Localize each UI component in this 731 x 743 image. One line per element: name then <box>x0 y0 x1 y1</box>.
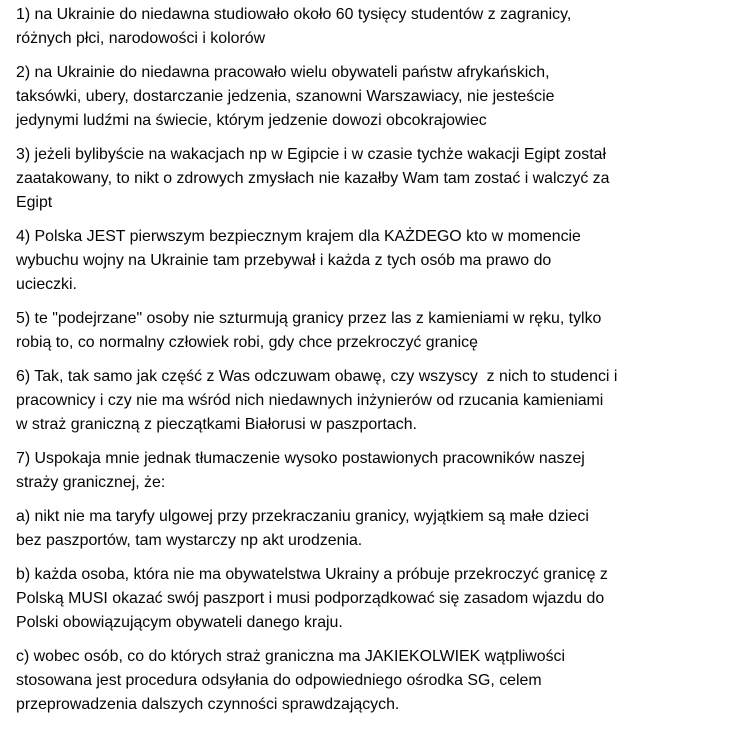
post-paragraph-7: 7) Uspokaja mnie jednak tłumaczenie wysoko postawionych pracowników naszej straży granicznej, że: <box>16 450 585 491</box>
post-paragraph-2: 2) na Ukrainie do niedawna pracowało wielu obywateli państw afrykańskich, taksówki, ubery, dostarczanie jedzenia, szanowni Warszawiacy, nie jesteście jedynymi ludźmi na świecie, którym jedzenie dowozi obcokrajowiec <box>16 64 555 129</box>
post-paragraph-1: 1) na Ukrainie do niedawna studiowało około 60 tysięcy studentów z zagranicy, różnych płci, narodowości i kolorów <box>16 6 572 47</box>
post-paragraph-5: 5) te "podejrzane" osoby nie szturmują granicy przez las z kamieniami w ręku, tylko robią to, co normalny człowiek robi, gdy chce przekroczyć granicę <box>16 310 602 351</box>
post-paragraph-3: 3) jeżeli bylibyście na wakacjach np w Egipcie i w czasie tychże wakacji Egipt został zaatakowany, to nikt o zdrowych zmysłach nie kazałby Wam tam zostać i walczyć za Egipt <box>16 146 610 211</box>
post-paragraph-c: c) wobec osób, co do których straż graniczna ma JAKIEKOLWIEK wątpliwości stosowana jest procedura odsyłania do odpowiedniego ośrodka SG, celem przeprowadzenia dalszych czynności sprawdzających. <box>16 648 566 713</box>
post-body <box>16 3 720 727</box>
post-paragraph-6: 6) Tak, tak samo jak część z Was odczuwam obawę, czy wszyscy z nich to studenci i pracownicy i czy nie ma wśród nich niedawnych inżynierów od rzucania kamieniami w straż graniczną z pieczątkami Białorusi w paszportach. <box>16 368 618 433</box>
post-paragraph-a: a) nikt nie ma taryfy ulgowej przy przekraczaniu granicy, wyjątkiem są małe dzieci bez paszportów, tam wystarczy np akt urodzenia. <box>16 508 589 549</box>
post-paragraph-4: 4) Polska JEST pierwszym bezpiecznym krajem dla KAŻDEGO kto w momencie wybuchu wojny na Ukrainie tam przebywał i każda z tych osób ma prawo do ucieczki. <box>16 228 581 293</box>
post-paragraph-b: b) każda osoba, która nie ma obywatelstwa Ukrainy a próbuje przekroczyć granicę z Polską MUSI okazać swój paszport i musi podporządkować się zasadom wjazdu do Polski obowiązującym obywateli danego kraju. <box>16 566 608 631</box>
